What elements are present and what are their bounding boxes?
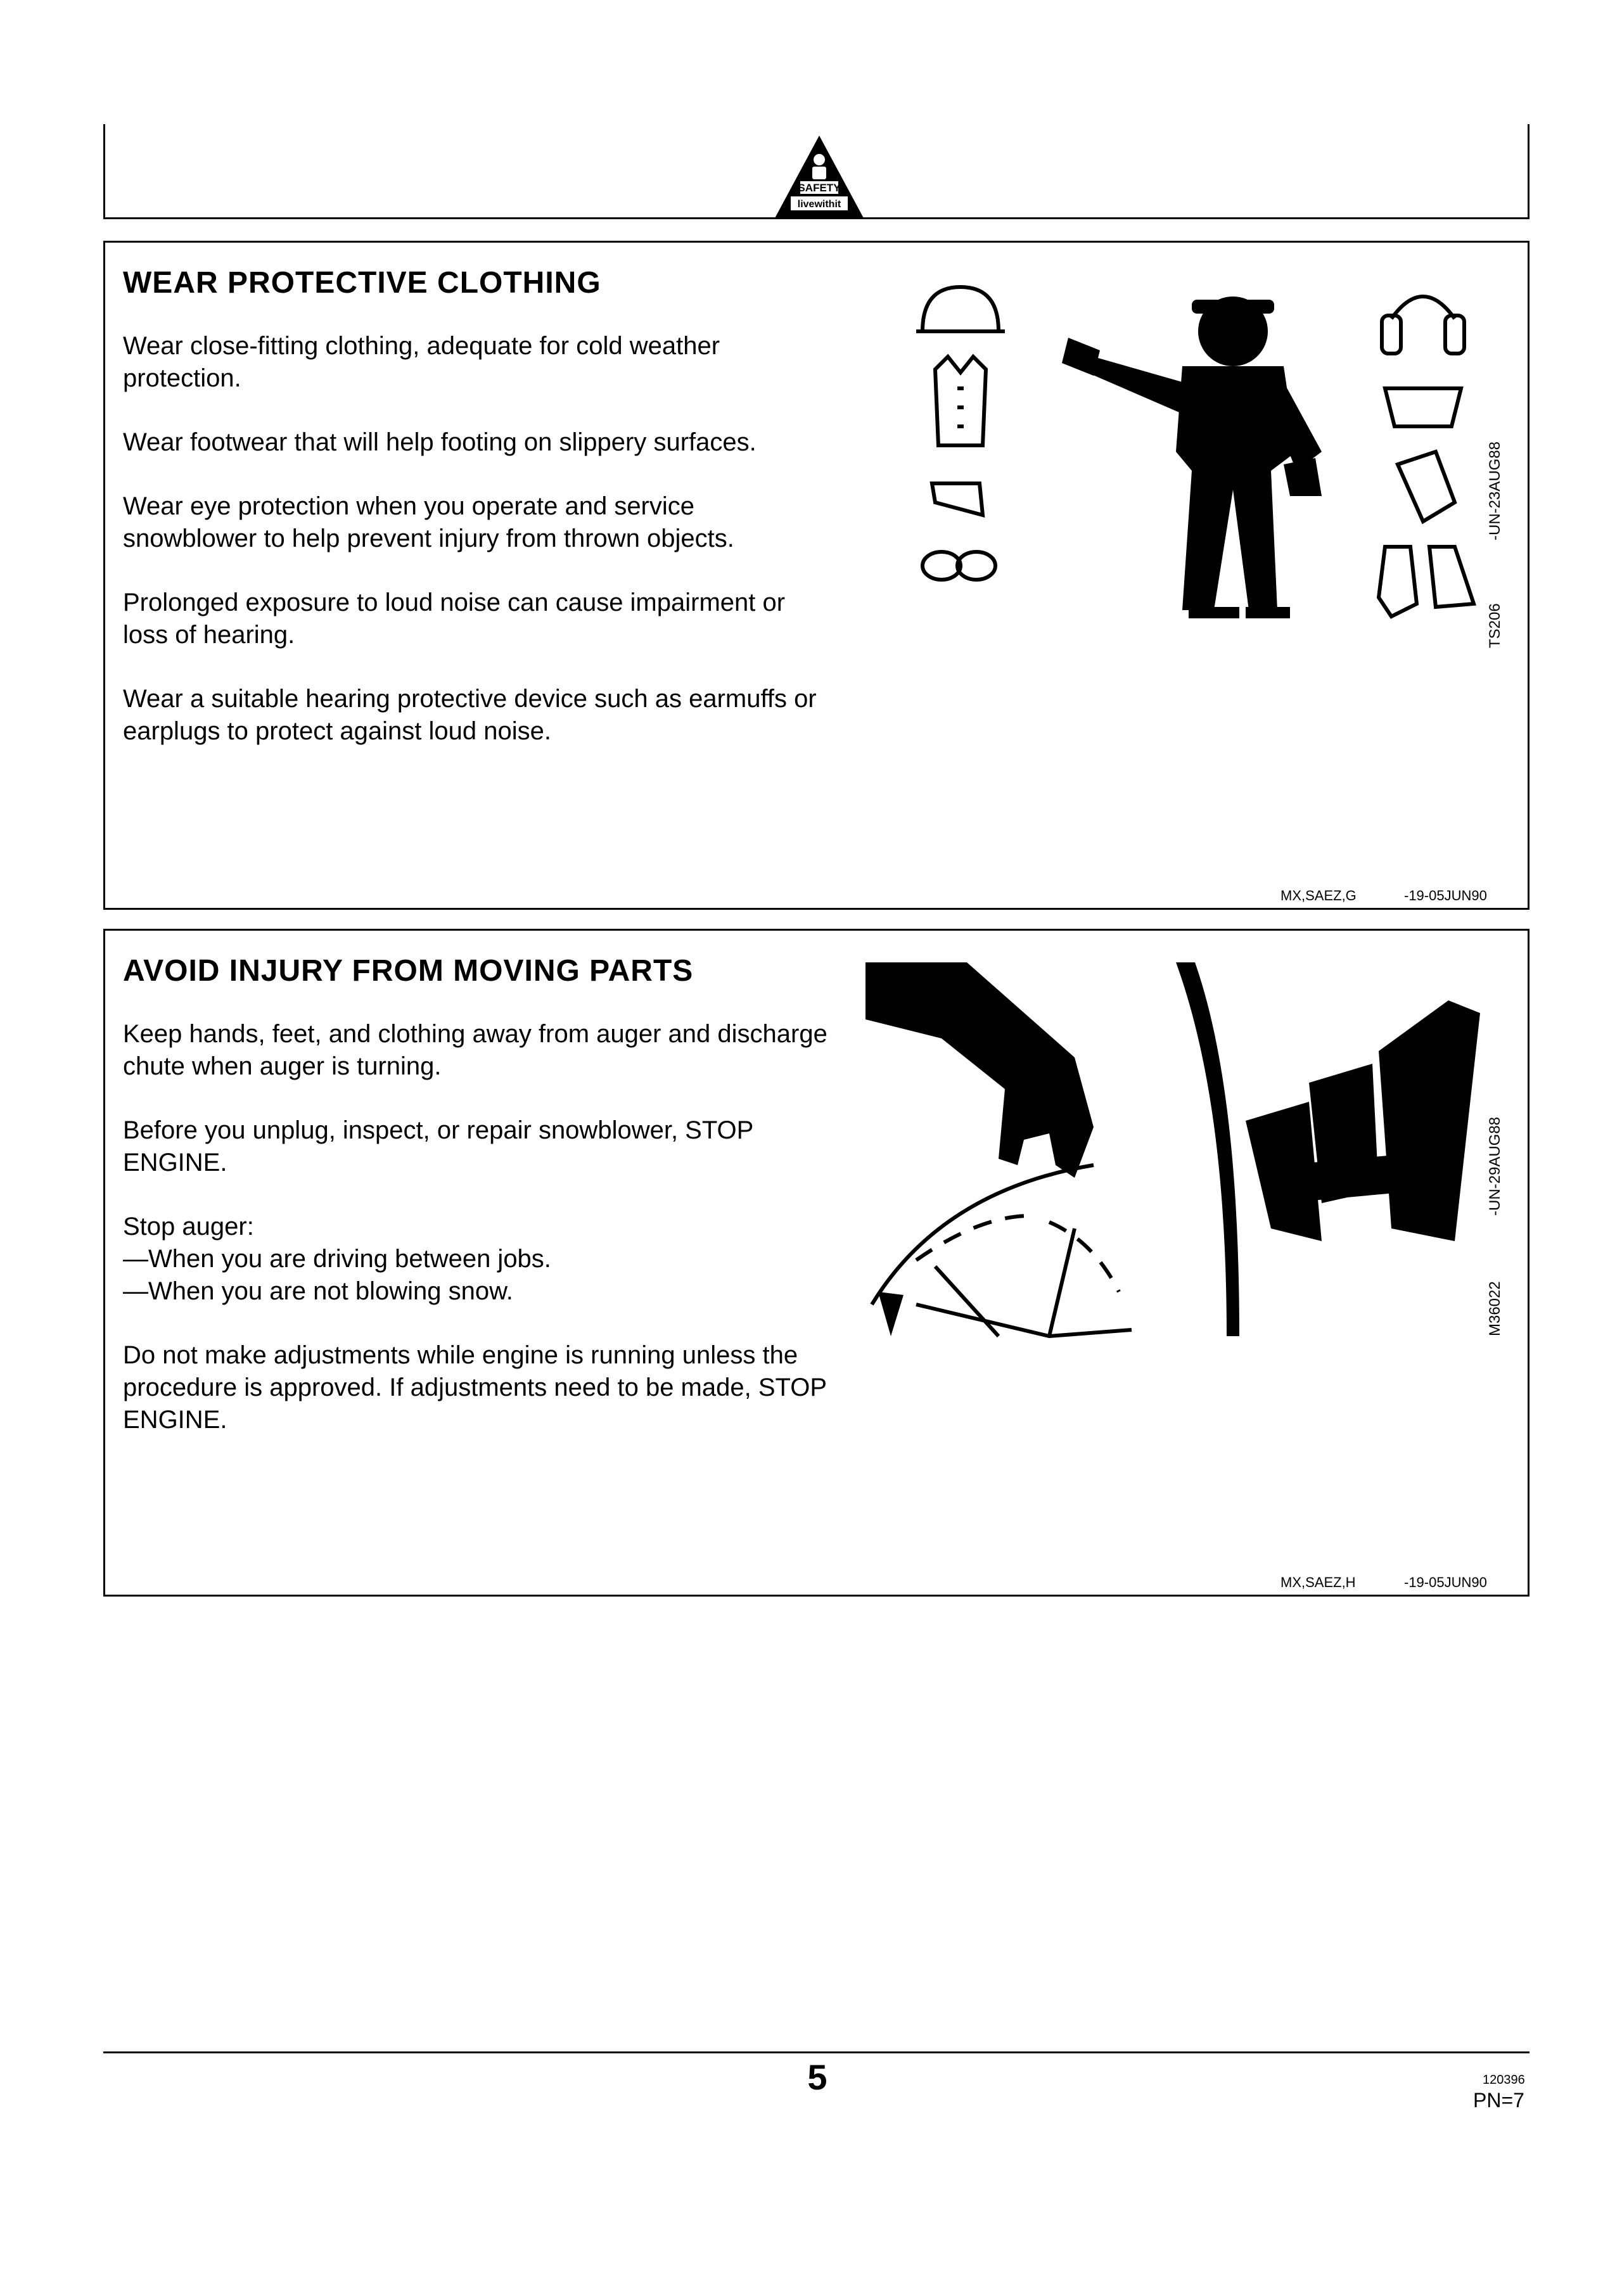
- doc-code: MX,SAEZ,H: [1280, 1574, 1356, 1590]
- badge-text-live: livewithit: [797, 199, 841, 210]
- paragraph: Stop auger:: [123, 1213, 254, 1240]
- rotation-arc: [872, 1165, 1132, 1336]
- figure-code: TS206: [1486, 603, 1504, 648]
- badge-text-safety: SAFETY: [798, 182, 841, 194]
- boots-icon: [1379, 547, 1417, 616]
- figure-code-suffix: -UN-23AUG88: [1486, 441, 1504, 540]
- earmuffs-icon: [1391, 297, 1455, 319]
- doc-code: MX,SAEZ,G: [1280, 888, 1357, 903]
- moving-parts-illustration: [865, 962, 1499, 1343]
- paragraph: —When you are not blowing snow.: [123, 1277, 513, 1305]
- face-mask-icon: [932, 483, 983, 515]
- face-shield-icon: [1385, 388, 1461, 426]
- doc-date: -19-05JUN90: [1404, 888, 1487, 903]
- footer-pn: PN=7: [1473, 2089, 1524, 2112]
- section-body: [123, 330, 829, 779]
- figure-code: M36022: [1486, 1281, 1504, 1336]
- gloves-icon: [1398, 452, 1455, 521]
- page-number: 5: [807, 2057, 827, 2097]
- hard-hat-icon: [923, 287, 999, 331]
- paragraph: Wear close-fitting clothing, adequate for cold weather protection.: [123, 332, 720, 392]
- protective-clothing-illustration: [904, 262, 1556, 629]
- section-body: [123, 1018, 829, 1468]
- paragraph: Wear a suitable hearing protective device such as earmuffs or earplugs to protect against loud noise.: [123, 685, 817, 745]
- worker-silhouette: [1062, 297, 1322, 618]
- paragraph: Do not make adjustments while engine is running unless the procedure is approved. If adjustments need to be made, STOP ENGINE.: [123, 1341, 827, 1434]
- section-title: AVOID INJURY FROM MOVING PARTS: [123, 954, 694, 988]
- safety-alert-logo: [772, 133, 867, 222]
- section-protective-clothing: [103, 241, 1529, 910]
- paragraph: Wear eye protection when you operate and service snowblower to help prevent injury from thrown objects.: [123, 492, 734, 552]
- section-title: WEAR PROTECTIVE CLOTHING: [123, 266, 601, 300]
- figure-code-suffix: -UN-29AUG88: [1486, 1116, 1504, 1216]
- paragraph: Before you unplug, inspect, or repair snowblower, STOP ENGINE.: [123, 1116, 753, 1177]
- section-moving-parts: [103, 929, 1529, 1597]
- hand-silhouette: [865, 962, 1094, 1178]
- paragraph: —When you are driving between jobs.: [123, 1245, 551, 1273]
- vest-icon: [935, 357, 986, 445]
- paragraph: Keep hands, feet, and clothing away from auger and discharge chute when auger is turning.: [123, 1020, 827, 1080]
- footer-date-code: 120396: [1483, 2073, 1525, 2087]
- footer-rule: [103, 2051, 1529, 2053]
- paragraph: Wear footwear that will help footing on slippery surfaces.: [123, 428, 757, 456]
- paragraph: Prolonged exposure to loud noise can cause impairment or loss of hearing.: [123, 589, 786, 649]
- goggles-icon: [923, 552, 961, 580]
- doc-date: -19-05JUN90: [1404, 1574, 1487, 1590]
- arrow-down-icon: [878, 1292, 904, 1336]
